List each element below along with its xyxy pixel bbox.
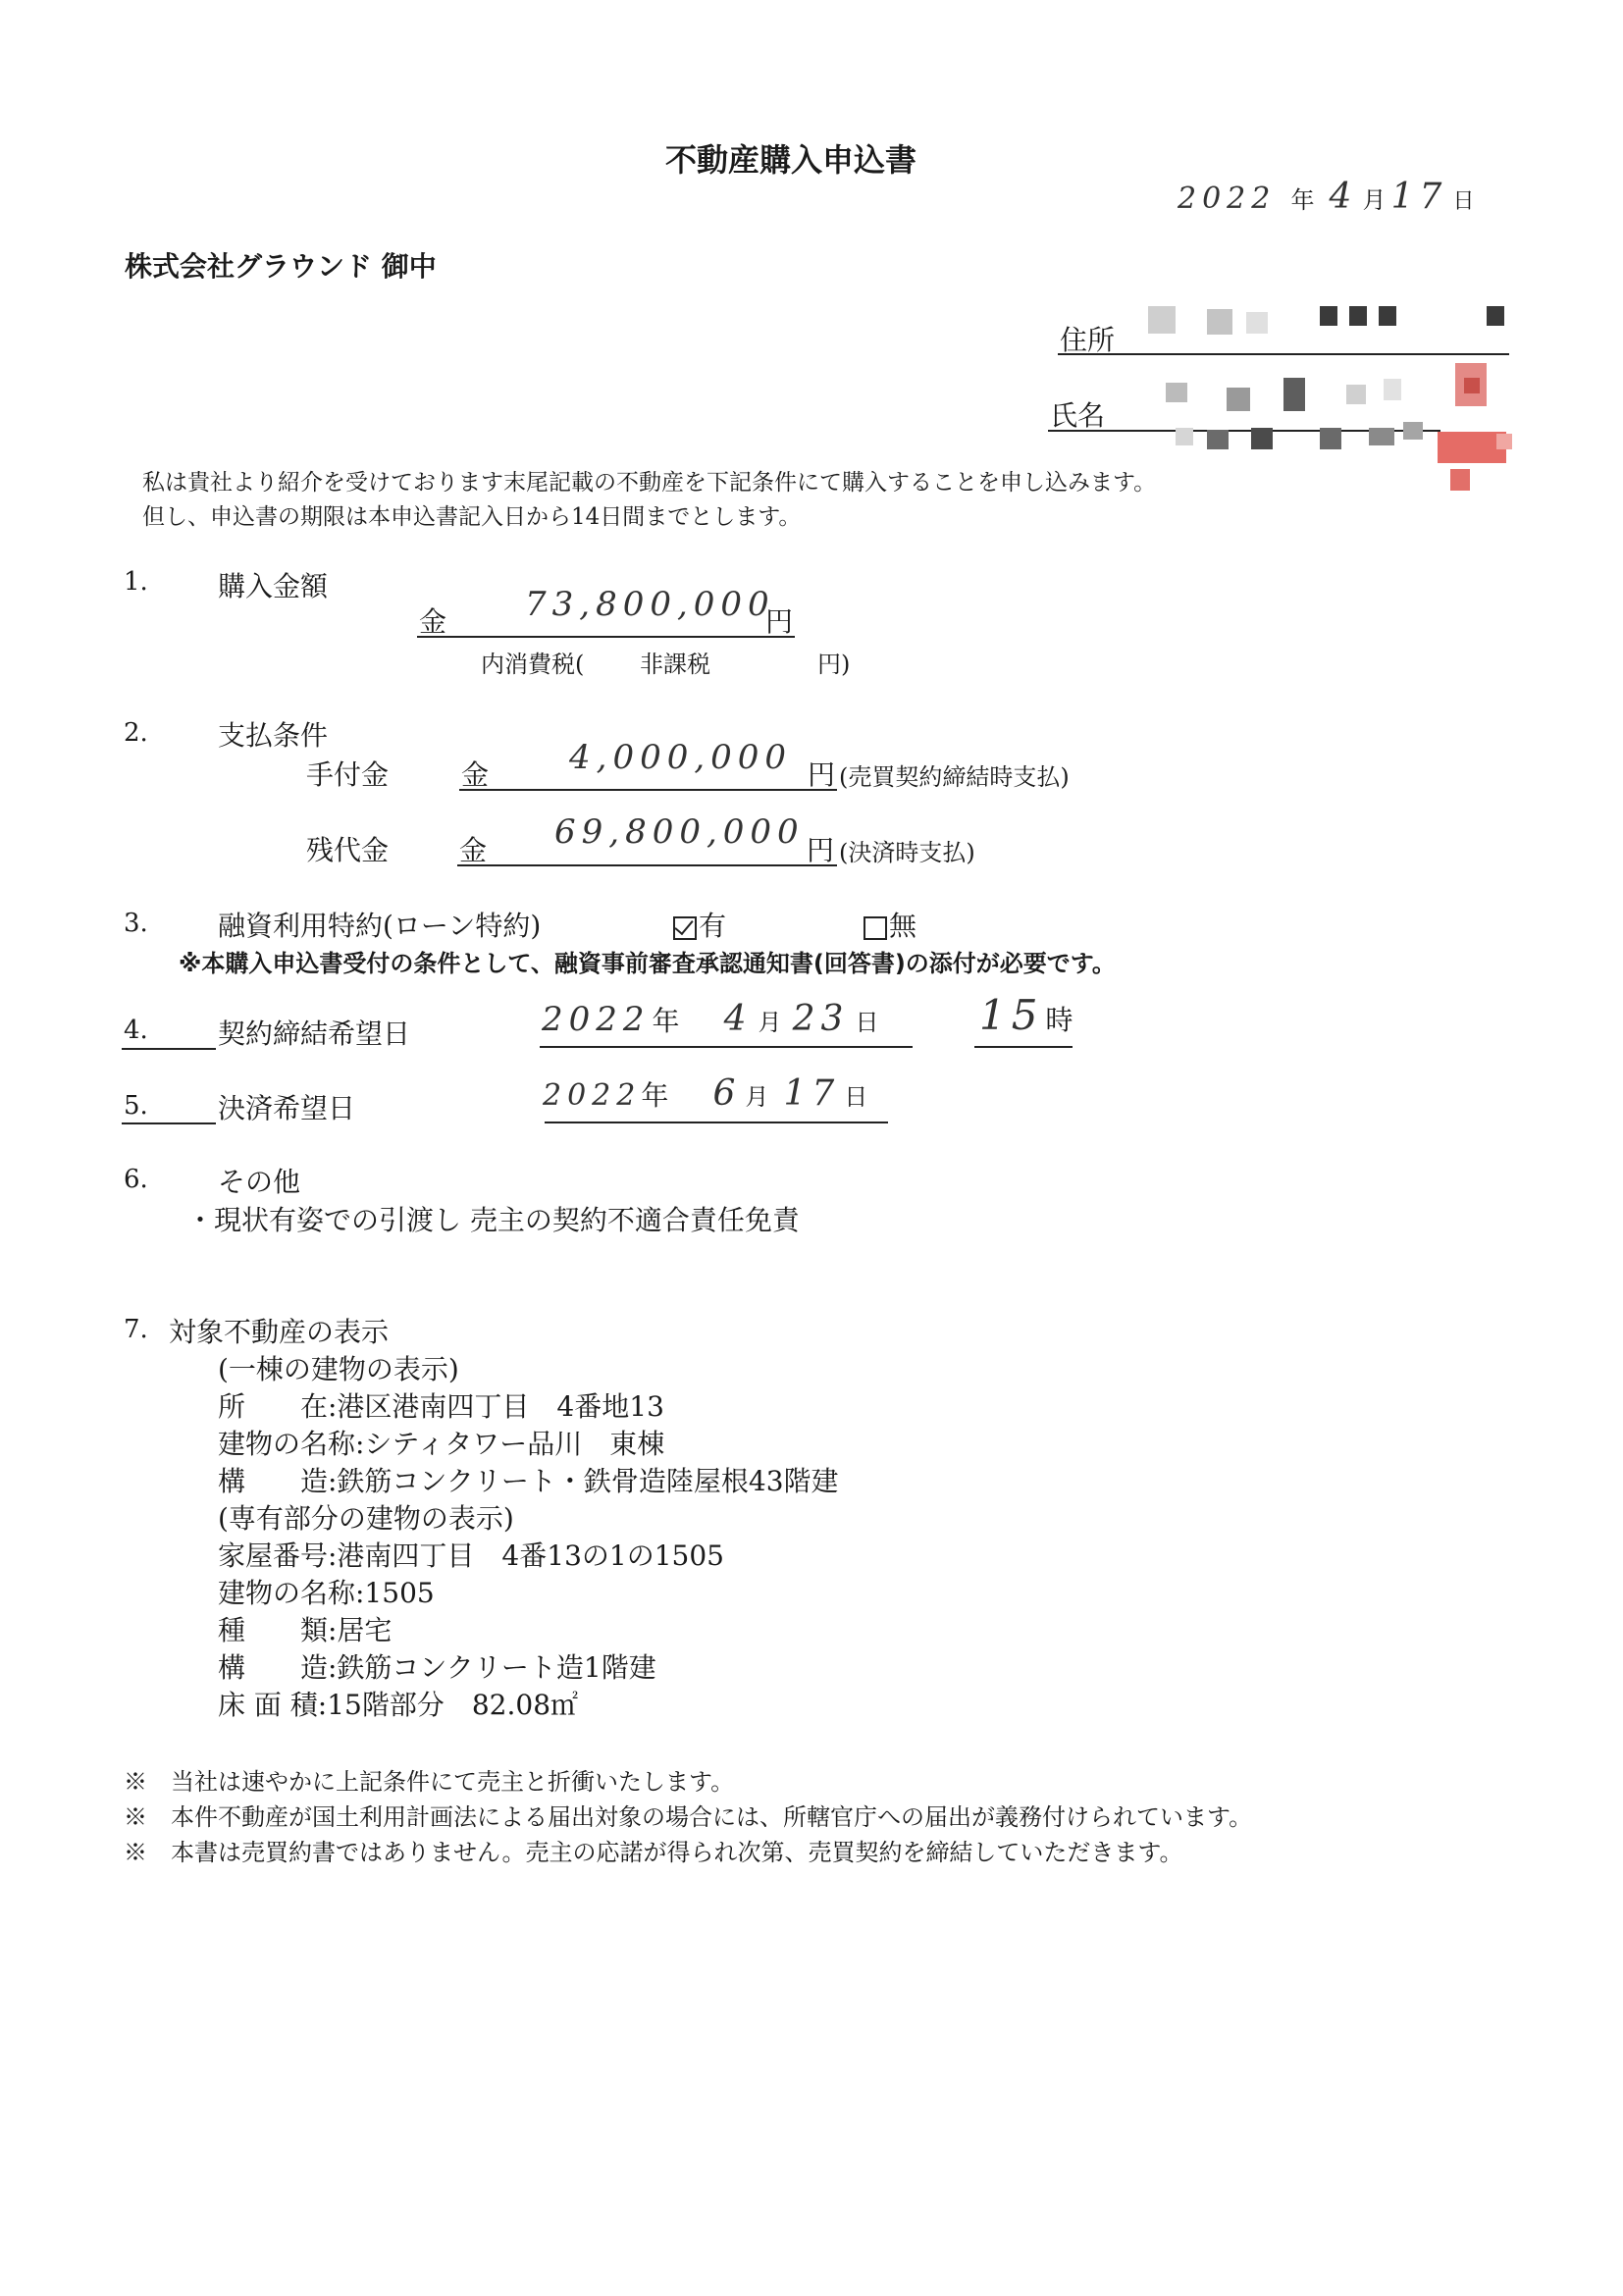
deposit-unit: 円 xyxy=(808,758,836,791)
settlement-year-unit: 年 xyxy=(641,1079,669,1112)
property-type: 種 類:居宅 xyxy=(218,1614,393,1646)
section-5-number: 5. xyxy=(124,1091,148,1121)
deposit-prefix: 金 xyxy=(461,758,490,791)
property-building-name: 建物の名称:シティタワー品川 東棟 xyxy=(218,1428,665,1460)
property-unit-name: 建物の名称:1505 xyxy=(218,1577,435,1609)
loan-no-label: 無 xyxy=(889,910,917,942)
property-floor-area: 床 面 積:15階部分 82.08㎡ xyxy=(218,1689,579,1721)
contract-month-unit: 月 xyxy=(758,1009,782,1036)
deposit-label: 手付金 xyxy=(306,758,390,791)
settlement-month: 6 xyxy=(712,1073,742,1114)
contract-year: 2022 xyxy=(542,1000,651,1039)
balance-underline xyxy=(457,864,837,866)
section-3-number: 3. xyxy=(124,909,148,938)
date-year-unit: 年 xyxy=(1290,186,1315,214)
contract-time xyxy=(979,991,1073,1039)
section-5-number-underline xyxy=(122,1122,216,1124)
price-prefix: 金 xyxy=(419,605,447,638)
name-label: 氏名 xyxy=(1050,399,1106,432)
addressee: 株式会社グラウンド 御中 xyxy=(125,250,437,283)
contract-day-unit: 日 xyxy=(855,1009,879,1036)
property-structure: 構 造:鉄筋コンクリート・鉄骨造陸屋根43階建 xyxy=(218,1465,839,1497)
settlement-day-unit: 日 xyxy=(844,1083,868,1111)
section-1-number: 1. xyxy=(124,567,148,597)
property-location: 所 在:港区港南四丁目 4番地13 xyxy=(218,1390,664,1423)
date-day: 17 xyxy=(1390,177,1448,217)
contract-time-underline xyxy=(974,1046,1073,1048)
contract-year-unit: 年 xyxy=(652,1005,680,1037)
price-unit: 円 xyxy=(765,605,794,638)
contract-date-underline xyxy=(540,1046,913,1048)
application-date xyxy=(1178,177,1475,217)
address-label: 住所 xyxy=(1060,324,1116,356)
date-month-unit: 月 xyxy=(1362,186,1387,214)
date-year: 2022 xyxy=(1178,182,1277,216)
property-house-number: 家屋番号:港南四丁目 4番13の1の1505 xyxy=(218,1539,724,1572)
contract-hour-unit: 時 xyxy=(1045,1004,1073,1036)
section-5-label: 決済希望日 xyxy=(218,1092,356,1124)
property-unit-structure: 構 造:鉄筋コンクリート造1階建 xyxy=(218,1651,656,1684)
section-4-number: 4. xyxy=(124,1016,148,1045)
loan-option-no[interactable] xyxy=(864,905,916,944)
loan-yes-label: 有 xyxy=(699,910,727,942)
contract-date xyxy=(542,999,878,1039)
settlement-date-underline xyxy=(545,1122,888,1123)
deposit-underline xyxy=(459,789,837,791)
date-day-unit: 日 xyxy=(1452,189,1475,214)
section-7-number: 7. xyxy=(124,1315,148,1344)
loan-option-yes[interactable] xyxy=(673,905,726,944)
tax-note-open: 内消費税( xyxy=(481,651,585,678)
balance-note: (決済時支払) xyxy=(839,839,975,866)
intro-line-1: 私は貴社より紹介を受けております末尾記載の不動産を下記条件にて購入することを申し込みます。 xyxy=(142,470,1157,496)
contract-month: 4 xyxy=(723,999,753,1039)
tax-note-close: 円) xyxy=(817,651,851,678)
settlement-date xyxy=(543,1073,867,1114)
section-4-number-underline xyxy=(122,1048,216,1050)
settlement-year: 2022 xyxy=(543,1078,642,1113)
contract-day: 23 xyxy=(792,999,850,1039)
balance-prefix: 金 xyxy=(459,834,488,866)
other-content: ・現状有姿での引渡し 売主の契約不適合責任免責 xyxy=(186,1204,800,1236)
contract-hour: 15 xyxy=(979,991,1044,1039)
section-6-label: その他 xyxy=(218,1166,301,1198)
date-month: 4 xyxy=(1329,177,1358,217)
deposit-amount: 4,000,000 xyxy=(569,738,793,777)
settlement-month-unit: 月 xyxy=(745,1083,769,1111)
deposit-note: (売買契約締結時支払) xyxy=(839,763,1070,791)
balance-amount: 69,800,000 xyxy=(554,812,805,852)
section-7-label: 対象不動産の表示 xyxy=(169,1316,390,1348)
section-4-label: 契約締結希望日 xyxy=(218,1018,411,1050)
section-1-label: 購入金額 xyxy=(218,570,329,602)
settlement-day: 17 xyxy=(783,1073,841,1114)
loan-no-checkbox[interactable] xyxy=(864,916,887,940)
balance-label: 残代金 xyxy=(306,834,390,866)
note-1: ※ 当社は速やかに上記条件にて売主と折衝いたします。 xyxy=(124,1768,735,1796)
price-underline xyxy=(417,636,795,638)
loan-note: ※本購入申込書受付の条件として、融資事前審査承認通知書(回答書)の添付が必要です。 xyxy=(179,950,1116,977)
tax-value: 非課税 xyxy=(640,651,710,678)
document-title: 不動産購入申込書 xyxy=(665,141,917,179)
note-2: ※ 本件不動産が国土利用計画法による届出対象の場合には、所轄官庁への届出が義務付けられています。 xyxy=(124,1803,1253,1831)
intro-line-2: 但し、申込書の期限は本申込書記入日から14日間までとします。 xyxy=(142,504,802,530)
unit-header: (専有部分の建物の表示) xyxy=(218,1502,514,1535)
building-header: (一棟の建物の表示) xyxy=(218,1353,459,1385)
section-2-number: 2. xyxy=(124,718,148,748)
price-amount: 73,800,000 xyxy=(525,585,775,624)
balance-unit: 円 xyxy=(807,834,835,866)
note-3: ※ 本書は売買約書ではありません。売主の応諾が得られ次第、売買契約を締結していただきます。 xyxy=(124,1839,1183,1866)
address-underline xyxy=(1058,353,1509,355)
section-2-label: 支払条件 xyxy=(218,719,329,752)
section-6-number: 6. xyxy=(124,1165,148,1194)
loan-yes-checkbox[interactable] xyxy=(673,916,697,940)
section-3-label: 融資利用特約(ローン特約) xyxy=(218,910,542,942)
